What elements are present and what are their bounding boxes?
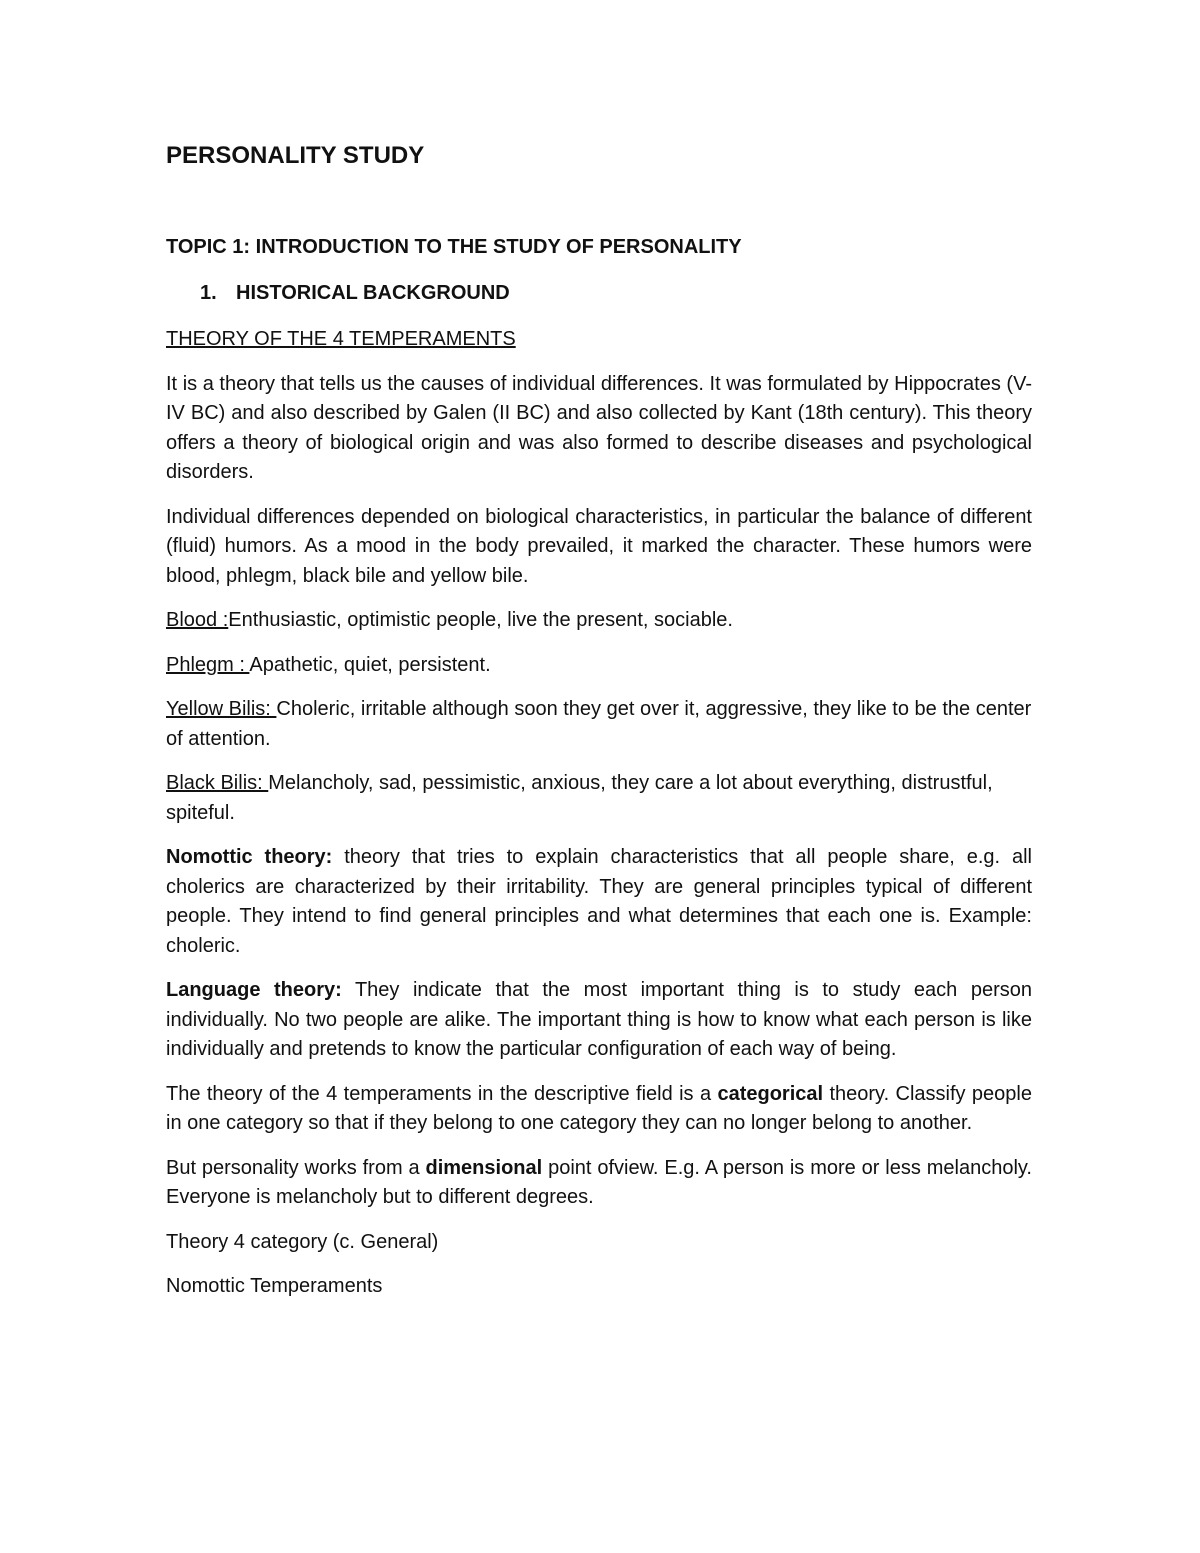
humor-black-bilis — [166, 769, 1032, 828]
dimensional-before: But personality works from a — [166, 1156, 426, 1179]
nomottic-temperaments-line: Nomottic Temperaments — [166, 1275, 383, 1297]
language-theory-paragraph — [166, 976, 1032, 1065]
categorical-term: categorical — [717, 1082, 824, 1105]
humors-paragraph: Individual differences depended on biological characteristics, in particular the balance of different (fluid) humors. As a mood in the body prevailed, it marked the character. These humors were blood, phlegm, black bile and yellow bile. — [166, 505, 1032, 587]
nomottic-text: theory that tries to explain characteristics that all people share, e.g. all cholerics are characterized by their irritability. They are general principles typical of different people. They intend to find general principles and what determines that each one is. Example: choleric. — [166, 846, 1033, 957]
section-title: HISTORICAL BACKGROUND — [236, 282, 510, 304]
nomottic-term: Nomottic theory: — [166, 846, 333, 868]
language-term: Language theory: — [166, 979, 342, 1001]
humor-description: Apathetic, quiet, persistent. — [249, 653, 491, 676]
humor-label: Phlegm : — [166, 653, 250, 676]
topic-heading: TOPIC 1: INTRODUCTION TO THE STUDY OF PERSONALITY — [166, 236, 742, 258]
humor-yellow-bilis — [166, 695, 1032, 754]
subheading-paragraph — [166, 325, 1032, 355]
document-body — [166, 325, 1032, 1317]
humor-description: Melancholy, sad, pessimistic, anxious, they care a lot about everything, distrustful, spiteful. — [166, 772, 993, 824]
categorical-before: The theory of the 4 temperaments in the descriptive field is a — [166, 1082, 718, 1105]
humor-label: Yellow Bilis: — [166, 698, 277, 720]
humor-label: Blood : — [166, 609, 229, 631]
dimensional-paragraph — [166, 1154, 1032, 1213]
dimensional-after: point ofview. E.g. A person is more or less melancholy. Everyone is melancholy but to different degrees. — [166, 1156, 1032, 1208]
section-number: 1. — [200, 282, 217, 304]
temperaments-subheading: THEORY OF THE 4 TEMPERAMENTS — [166, 328, 516, 350]
section-heading — [200, 280, 510, 306]
humor-description: Choleric, irritable although soon they get over it, aggressive, they like to be the center of attention. — [166, 698, 1032, 750]
theory-category-line: Theory 4 category (c. General) — [166, 1230, 439, 1253]
humor-description: Enthusiastic, optimistic people, live the present, sociable. — [228, 609, 733, 631]
dimensional-term: dimensional — [425, 1156, 543, 1179]
humor-blood — [166, 606, 1032, 636]
categorical-paragraph — [166, 1080, 1032, 1139]
humor-label: Black Bilis: — [166, 772, 269, 794]
nomottic-theory-paragraph — [166, 843, 1032, 961]
document-title: PERSONALITY STUDY — [166, 142, 425, 169]
intro-paragraph: It is a theory that tells us the causes of individual differences. It was formulated by Hippocrates (V- IV BC) and also described by Galen (II BC) and also collected by Kant (18th century). This theory offers a theory of biological origin and was also formed to describe diseases and psychological disorders. — [166, 372, 1032, 483]
humor-phlegm — [166, 651, 1032, 681]
language-text: They indicate that the most important thing is to study each person individually. No two people are alike. The important thing is how to know what each person is like individually and pretends to know the particular configuration of each way of being. — [166, 979, 1032, 1060]
categorical-after: theory. Classify people in one category so that if they belong to one category they can no longer belong to another. — [166, 1082, 1032, 1134]
